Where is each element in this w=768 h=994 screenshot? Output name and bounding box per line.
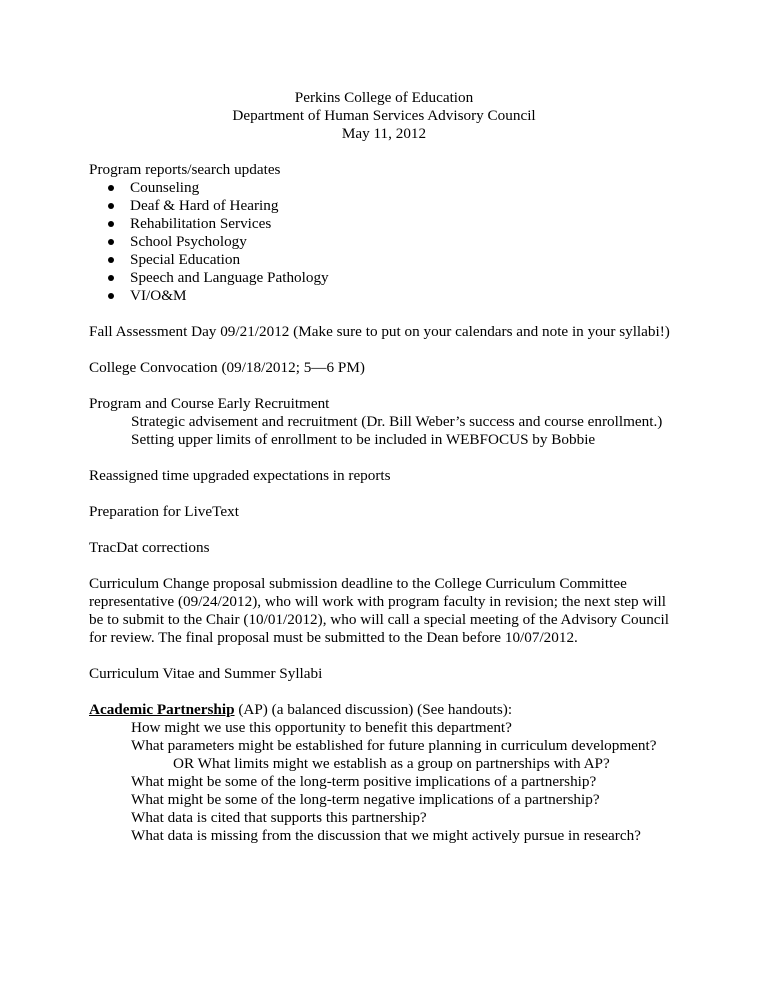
program-item [89, 215, 689, 233]
recruitment-heading: Program and Course Early Recruitment [89, 395, 330, 412]
fall-assessment-item: Fall Assessment Day 09/21/2012 (Make sure to put on your calendars and note in your syllabi!) [89, 323, 670, 340]
bullet-icon [108, 257, 114, 263]
recruitment-subitem: Strategic advisement and recruitment (Dr. Bill Weber’s success and course enrollment.) [131, 413, 663, 430]
partnership-question: How might we use this opportunity to benefit this department? [131, 719, 512, 736]
program-reports-heading: Program reports/search updates [89, 161, 281, 178]
livetext-item: Preparation for LiveText [89, 503, 239, 520]
program-item-label: Counseling [130, 179, 200, 196]
curriculum-change-line: be to submit to the Chair (10/01/2012), who will call a special meeting of the Advisory Council [89, 611, 669, 628]
academic-partnership-title: Academic Partnership [89, 701, 235, 718]
partnership-question: What parameters might be established for future planning in curriculum development? [131, 737, 657, 754]
tracdat-item: TracDat corrections [89, 539, 210, 556]
program-item [89, 269, 689, 287]
curriculum-change-line: Curriculum Change proposal submission deadline to the College Curriculum Committee [89, 575, 627, 592]
curriculum-change-paragraph [89, 575, 689, 647]
academic-partnership-heading [89, 701, 689, 719]
program-item-label: Speech and Language Pathology [130, 269, 329, 286]
partnership-question: What might be some of the long-term positive implications of a partnership? [131, 773, 597, 790]
partnership-question: What data is cited that supports this partnership? [131, 809, 427, 826]
meeting-date: May 11, 2012 [341, 125, 427, 142]
bullet-icon [108, 239, 114, 245]
bullet-icon [108, 275, 114, 281]
college-name: Perkins College of Education [294, 89, 474, 106]
document-header [0, 89, 768, 143]
recruitment-subitem: Setting upper limits of enrollment to be included in WEBFOCUS by Bobbie [131, 431, 596, 448]
academic-partnership-title-rest: (AP) (a balanced discussion) (See handouts): [234, 701, 513, 718]
program-item-label: Deaf & Hard of Hearing [130, 197, 279, 214]
program-item [89, 251, 689, 269]
convocation-item: College Convocation (09/18/2012; 5—6 PM) [89, 359, 365, 376]
bullet-icon [108, 185, 114, 191]
reassigned-time-item: Reassigned time upgraded expectations in reports [89, 467, 391, 484]
vitae-item: Curriculum Vitae and Summer Syllabi [89, 665, 323, 682]
program-item [89, 197, 689, 215]
program-item [89, 287, 689, 305]
bullet-icon [108, 203, 114, 209]
agenda-content [89, 161, 689, 845]
program-item [89, 233, 689, 251]
program-item-label: VI/O&M [130, 287, 187, 304]
program-item [89, 179, 689, 197]
partnership-question: What might be some of the long-term negative implications of a partnership? [131, 791, 600, 808]
program-list [89, 179, 689, 305]
department-name: Department of Human Services Advisory Council [232, 107, 536, 124]
curriculum-change-line: for review. The final proposal must be submitted to the Dean before 10/07/2012. [89, 629, 578, 646]
bullet-icon [108, 293, 114, 299]
bullet-icon [108, 221, 114, 227]
partnership-question-alt: OR What limits might we establish as a group on partnerships with AP? [173, 755, 610, 772]
program-item-label: School Psychology [130, 233, 247, 250]
program-item-label: Rehabilitation Services [130, 215, 272, 232]
curriculum-change-line: representative (09/24/2012), who will work with program faculty in revision; the next step will [89, 593, 666, 610]
partnership-question: What data is missing from the discussion that we might actively pursue in research? [131, 827, 641, 844]
program-item-label: Special Education [130, 251, 241, 268]
